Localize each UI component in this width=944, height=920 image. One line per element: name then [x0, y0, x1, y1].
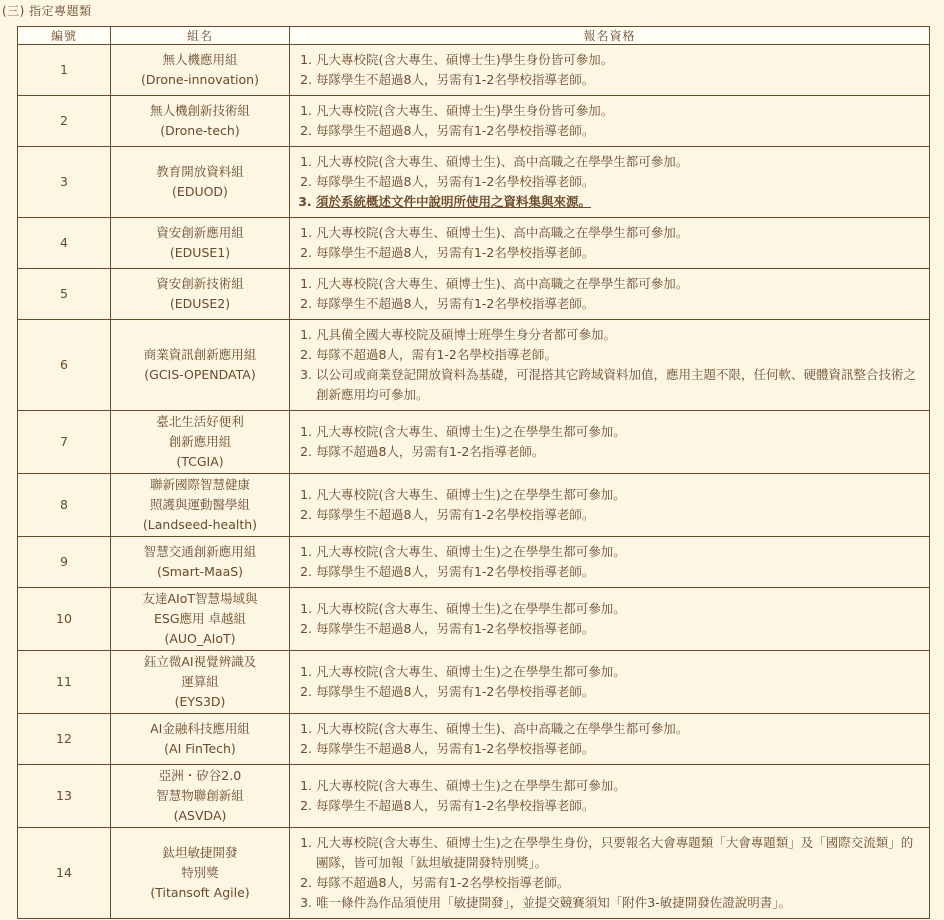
group-name-line: (TCGIA) [176, 454, 224, 469]
group-name-line: ESG應用 卓越組 [154, 611, 246, 626]
group-name [111, 537, 290, 588]
row-number: 4 [18, 218, 111, 269]
header-qualification: 報名資格 [290, 27, 930, 45]
qualification-item: 1. 凡大專校院(含大專生、碩博士生)、高中高職之在學學生都可參加。 [316, 274, 923, 294]
qualification-cell [290, 828, 930, 919]
group-name-line: (Smart-MaaS) [156, 564, 244, 579]
row-number: 3 [18, 147, 111, 218]
qualification-item-emphasis: 3. 須於系統概述文件中說明所使用之資料集與來源。 [316, 192, 923, 212]
qualification-item: 1. 凡大專校院(含大專生、碩博士生)之在學學生身份，只要報名大會專題類「大會專題類」及「國際交流類」的團隊，皆可加報「鈦坦敏捷開發特別獎」。 [316, 833, 923, 873]
qualification-item: 1. 凡大專校院(含大專生、碩博士生)之在學學生都可參加。 [316, 662, 923, 682]
group-name-line: (EDUSE2) [169, 296, 231, 311]
group-name-line: 亞洲・矽谷2.0 [158, 768, 242, 783]
group-name-line: 資安創新技術組 [156, 276, 244, 291]
table-row [18, 269, 930, 320]
qualification-cell [290, 651, 930, 714]
group-name [111, 147, 290, 218]
group-name [111, 411, 290, 474]
table-row [18, 714, 930, 765]
topic-table [17, 26, 930, 919]
qualification-cell [290, 765, 930, 828]
table-row [18, 828, 930, 919]
group-name [111, 765, 290, 828]
group-name [111, 828, 290, 919]
qualification-item: 2. 每隊不超過8人，需有1-2名學校指導老師。 [316, 345, 923, 365]
group-name-line: (ASVDA) [173, 808, 227, 823]
section-title: (三) 指定專題類 [2, 4, 92, 18]
row-number: 12 [18, 714, 111, 765]
row-number: 6 [18, 320, 111, 411]
group-name-line: (Titansoft Agile) [150, 885, 250, 900]
group-name-line: 鈦坦敏捷開發 [162, 845, 238, 860]
qualification-item: 2. 每隊學生不超過8人，另需有1-2名學校指導老師。 [316, 243, 923, 263]
group-name-line: 聯新國際智慧健康 [149, 477, 250, 492]
group-name [111, 320, 290, 411]
qualification-item: 1. 凡大專校院(含大專生、碩博士生)、高中高職之在學學生都可參加。 [316, 152, 923, 172]
group-name-line: 照護與運動醫學組 [149, 497, 250, 512]
group-name-line: (AI FinTech) [164, 741, 236, 756]
qualification-item: 1. 凡大專校院(含大專生、碩博士生)之在學學生都可參加。 [316, 776, 923, 796]
group-name-line: 友達AIoT智慧場域與 [142, 591, 258, 606]
group-name-line: (Drone-innovation) [141, 72, 259, 87]
group-name [111, 96, 290, 147]
qualification-cell [290, 320, 930, 411]
group-name-line: (AUO_AIoT) [164, 631, 236, 646]
row-number: 8 [18, 474, 111, 537]
qualification-item: 3. 以公司或商業登記開放資料為基礎，可混搭其它跨域資料加值，應用主題不限，任何軟、硬體資訊整合技術之創新應用均可參加。 [316, 365, 923, 405]
qualification-item: 1. 凡大專校院(含大專生、碩博士生)、高中高職之在學學生都可參加。 [316, 223, 923, 243]
qualification-cell [290, 96, 930, 147]
qualification-cell [290, 588, 930, 651]
header-group: 組名 [111, 27, 290, 45]
qualification-item: 1. 凡大專校院(含大專生、碩博士生)之在學學生都可參加。 [316, 542, 923, 562]
qualification-item: 1. 凡大專校院(含大專生、碩博士生)學生身份皆可參加。 [316, 101, 923, 121]
qualification-item: 1. 凡具備全國大專校院及碩博士班學生身分者都可參加。 [316, 325, 923, 345]
qualification-item: 2. 每隊不超過8人，另需有1-2名學校指導老師。 [316, 873, 923, 893]
row-number: 5 [18, 269, 111, 320]
table-row [18, 320, 930, 411]
qualification-item: 2. 每隊學生不超過8人，另需有1-2名學校指導老師。 [316, 294, 923, 314]
qualification-cell [290, 45, 930, 96]
qualification-item: 1. 凡大專校院(含大專生、碩博士生)學生身份皆可參加。 [316, 50, 923, 70]
group-name-line: 創新應用組 [168, 434, 232, 449]
qualification-item: 2. 每隊學生不超過8人，另需有1-2名學校指導老師。 [316, 796, 923, 816]
group-name-line: (Landseed-health) [142, 517, 258, 532]
row-number: 2 [18, 96, 111, 147]
table-row [18, 474, 930, 537]
table-row [18, 147, 930, 218]
qualification-item: 1. 凡大專校院(含大專生、碩博士生)、高中高職之在學學生都可參加。 [316, 719, 923, 739]
row-number: 14 [18, 828, 111, 919]
qualification-item: 1. 凡大專校院(含大專生、碩博士生)之在學學生都可參加。 [316, 599, 923, 619]
group-name-line: 資安創新應用組 [156, 225, 244, 240]
group-name [111, 45, 290, 96]
qualification-cell [290, 147, 930, 218]
group-name [111, 651, 290, 714]
group-name-line: 特別獎 [181, 865, 219, 880]
table-header-row [18, 27, 930, 45]
header-num: 編號 [18, 27, 111, 45]
qualification-cell [290, 411, 930, 474]
row-number: 7 [18, 411, 111, 474]
group-name [111, 714, 290, 765]
qualification-item: 2. 每隊學生不超過8人，另需有1-2名學校指導老師。 [316, 619, 923, 639]
group-name-line: (EYS3D) [174, 694, 226, 709]
group-name [111, 588, 290, 651]
qualification-cell [290, 218, 930, 269]
group-name-line: (Drone-tech) [160, 123, 240, 138]
row-number: 1 [18, 45, 111, 96]
group-name-line: 商業資訊創新應用組 [143, 347, 257, 362]
table-row [18, 96, 930, 147]
group-name [111, 269, 290, 320]
group-name-line: 無人機創新技術組 [149, 103, 250, 118]
qualification-item: 2. 每隊不超過8人，另需有1-2名指導老師。 [316, 442, 923, 462]
qualification-item: 2. 每隊學生不超過8人，另需有1-2名學校指導老師。 [316, 121, 923, 141]
row-number: 9 [18, 537, 111, 588]
qualification-item: 2. 每隊學生不超過8人，另需有1-2名學校指導老師。 [316, 739, 923, 759]
group-name-line: 教育開放資料組 [156, 164, 244, 179]
group-name-line: 運算組 [181, 674, 219, 689]
table-row [18, 588, 930, 651]
group-name-line: 智慧交通創新應用組 [143, 544, 257, 559]
qualification-cell [290, 269, 930, 320]
table-row [18, 537, 930, 588]
qualification-item: 2. 每隊學生不超過8人，另需有1-2名學校指導老師。 [316, 70, 923, 90]
table-row [18, 651, 930, 714]
table-row [18, 218, 930, 269]
group-name-line: 臺北生活好便利 [156, 414, 244, 429]
group-name-line: (GCIS-OPENDATA) [144, 367, 256, 382]
qualification-item: 2. 每隊學生不超過8人，另需有1-2名學校指導老師。 [316, 562, 923, 582]
group-name-line: AI金融科技應用組 [150, 721, 250, 736]
qualification-item: 1. 凡大專校院(含大專生、碩博士生)之在學學生都可參加。 [316, 485, 923, 505]
group-name [111, 218, 290, 269]
table-row [18, 411, 930, 474]
row-number: 13 [18, 765, 111, 828]
qualification-item: 2. 每隊學生不超過8人，另需有1-2名學校指導老師。 [316, 682, 923, 702]
row-number: 11 [18, 651, 111, 714]
table-row [18, 45, 930, 96]
row-number: 10 [18, 588, 111, 651]
group-name [111, 474, 290, 537]
qualification-item: 1. 凡大專校院(含大專生、碩博士生)之在學學生都可參加。 [316, 422, 923, 442]
group-name-line: 智慧物聯創新組 [156, 788, 244, 803]
qualification-cell [290, 474, 930, 537]
group-name-line: (EDUOD) [172, 184, 228, 199]
group-name-line: (EDUSE1) [169, 245, 231, 260]
qualification-cell [290, 537, 930, 588]
group-name-line: 無人機應用組 [162, 52, 238, 67]
qualification-item: 2. 每隊學生不超過8人，另需有1-2名學校指導老師。 [316, 505, 923, 525]
qualification-item: 2. 每隊學生不超過8人，另需有1-2名學校指導老師。 [316, 172, 923, 192]
qualification-cell [290, 714, 930, 765]
table-row [18, 765, 930, 828]
group-name-line: 鈺立微AI視覺辨識及 [143, 654, 257, 669]
qualification-item: 3. 唯一條件為作品須使用「敏捷開發」，並提交競賽須知「附件3-敏捷開發佐證說明書」。 [316, 893, 923, 913]
